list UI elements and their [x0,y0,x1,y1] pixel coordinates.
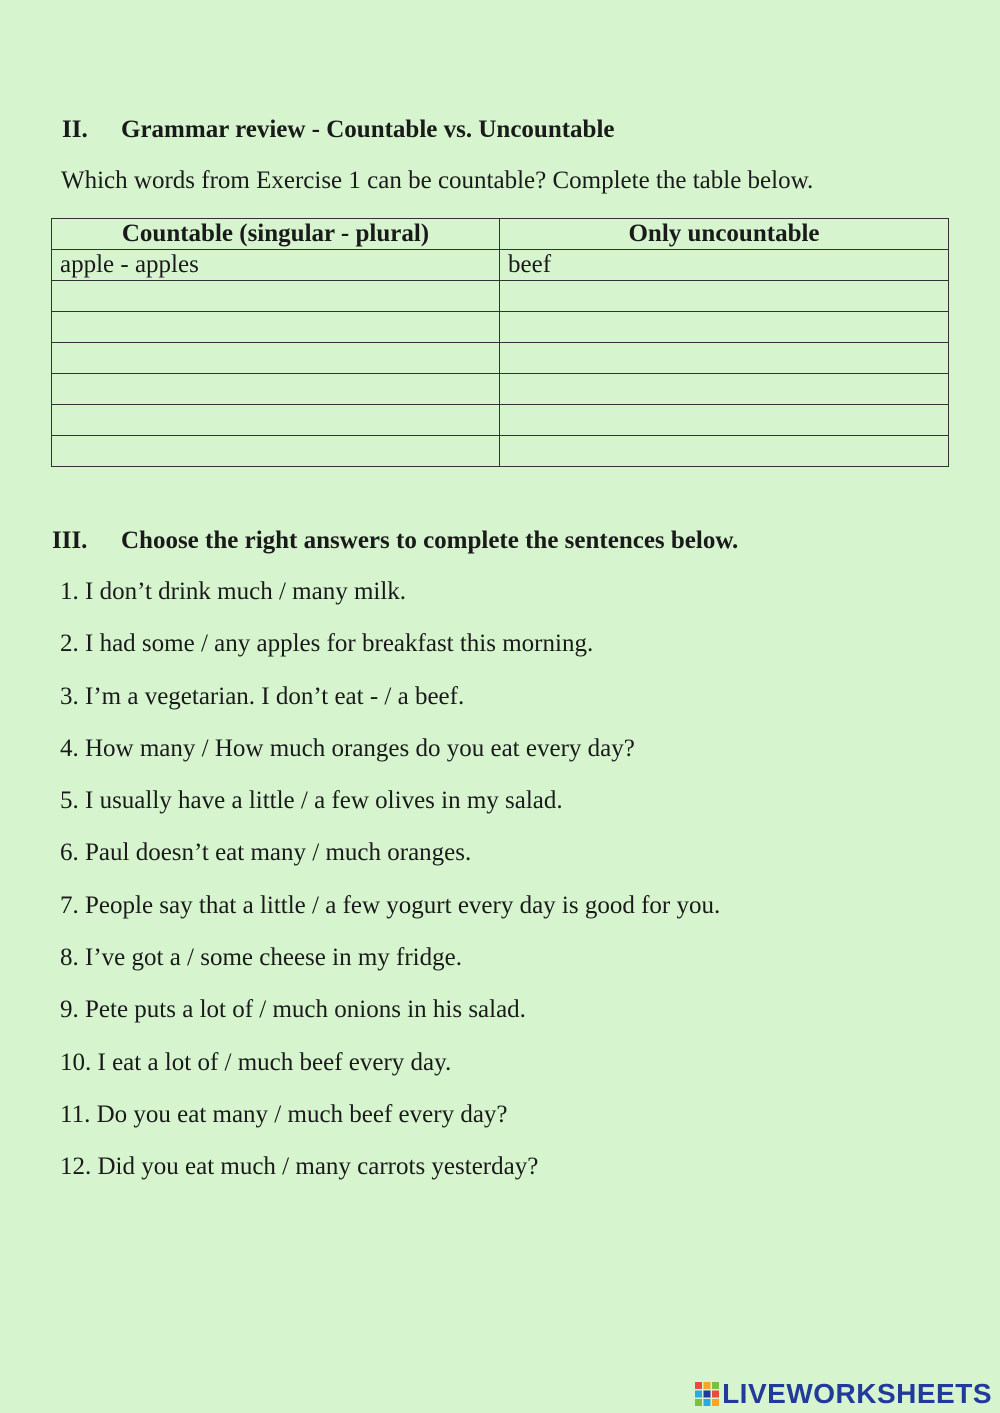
sentence-item[interactable]: 3. I’m a vegetarian. I don’t eat - / a beef. [60,682,465,710]
sentence-item[interactable]: 4. How many / How much oranges do you eat every day? [60,734,635,762]
sentence-item[interactable]: 11. Do you eat many / much beef every day? [60,1100,508,1128]
countable-cell[interactable] [52,312,500,343]
sentence-item[interactable]: 12. Did you eat much / many carrots yesterday? [60,1153,539,1181]
table-row [52,436,949,467]
countable-cell[interactable] [52,374,500,405]
uncountable-cell[interactable] [500,405,949,436]
section-2-number: II. [62,116,88,143]
countable-cell[interactable] [52,436,500,467]
sentence-item[interactable]: 1. I don’t drink much / many milk. [60,578,407,605]
uncountable-cell[interactable] [500,436,949,467]
liveworksheets-logo [694,1379,992,1409]
countable-cell[interactable] [52,343,500,374]
section-3-number: III. [52,527,88,554]
sentence-item[interactable]: 2. I had some / any apples for breakfast this morning. [60,630,594,658]
table-header-row [52,219,949,250]
liveworksheets-logo-text: LIVEWORKSHEETS [722,1378,992,1409]
table-row [52,250,949,281]
uncountable-cell[interactable]: beef [500,250,949,281]
sentence-item[interactable]: 9. Pete puts a lot of / much onions in his salad. [60,996,526,1024]
uncountable-cell[interactable] [500,312,949,343]
liveworksheets-logo-icon [694,1381,720,1407]
countable-column-header: Countable (singular - plural) [52,219,500,250]
section-2-title: Grammar review - Countable vs. Uncountable [121,116,615,143]
section-3-title: Choose the right answers to complete the sentences below. [121,527,739,554]
uncountable-cell[interactable] [500,343,949,374]
countable-cell[interactable]: apple - apples [52,250,500,281]
table-row [52,374,949,405]
table-row [52,281,949,312]
sentence-list [60,576,720,1204]
countable-table [51,218,949,467]
sentence-item[interactable]: 7. People say that a little / a few yogurt every day is good for you. [60,891,721,919]
uncountable-cell[interactable] [500,281,949,312]
table-row [52,343,949,374]
uncountable-column-header: Only uncountable [500,219,949,250]
section-3-heading [52,526,812,556]
section-2-instruction: Which words from Exercise 1 can be countable? Complete the table below. [61,167,814,194]
countable-cell[interactable] [52,405,500,436]
sentence-item[interactable]: 8. I’ve got a / some cheese in my fridge. [60,944,462,972]
table-row [52,405,949,436]
sentence-item[interactable]: 6. Paul doesn’t eat many / much oranges. [60,839,472,867]
table-row [52,312,949,343]
sentence-item[interactable]: 10. I eat a lot of / much beef every day. [60,1048,452,1076]
countable-cell[interactable] [52,281,500,312]
section-2-heading [62,115,682,145]
sentence-item[interactable]: 5. I usually have a little / a few olives in my salad. [60,787,563,815]
uncountable-cell[interactable] [500,374,949,405]
